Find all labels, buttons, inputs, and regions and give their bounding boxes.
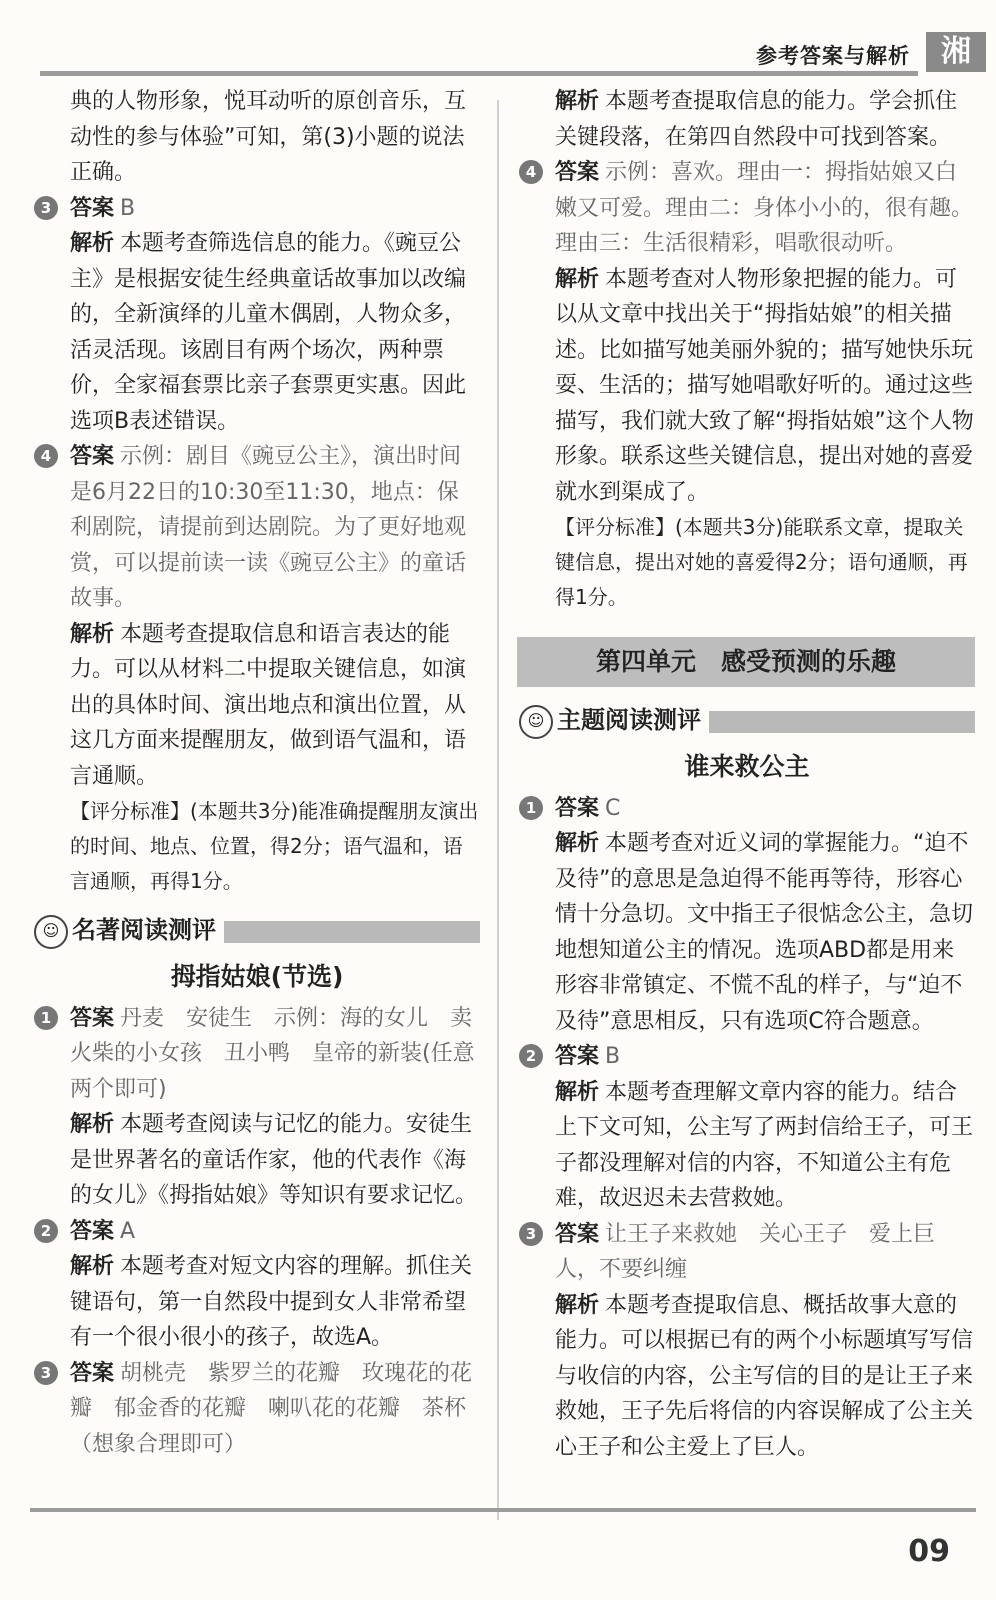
- section-header: [519, 701, 975, 741]
- section-bar: [224, 921, 480, 943]
- question-1: [525, 791, 975, 1040]
- continued-analysis: 典的人物形象，悦耳动听的原创音乐，互动性的参与体验”可知，第(3)小题的说法正确。: [70, 89, 467, 185]
- analysis-text: 本题考查对近义词的掌握能力。“迫不及待”的意思是急迫得不能再等待，形容心情十分急切。文中指王子很惦念公主，急切地想知道公主的情况。选项ABD都是用来形容非常镇定、不慌不乱的样子，与“迫不及待”意思相反，只有选项C符合题意。: [555, 831, 974, 1034]
- answer-text: 丹麦 安徒生 示例：海的女儿 卖火柴的小女孩 丑小鸭 皇帝的新装(任意两个即可): [70, 1005, 475, 1102]
- question-4: [40, 439, 480, 899]
- answer-text: 示例：剧目《豌豆公主》，演出时间是6月22日的10:30至11:30，地点：保利剧院，请提前到达剧院。为了更好地观赏，可以提前读一读《豌豆公主》的童话故事。: [70, 444, 467, 611]
- analysis-label: 解析: [555, 89, 600, 114]
- header-rule: [40, 71, 918, 76]
- analysis-label: 解析: [555, 831, 600, 856]
- question-number: 1: [519, 796, 543, 820]
- answer-text: B: [120, 195, 136, 221]
- right-column: [525, 84, 975, 1465]
- question-3b: [40, 1356, 480, 1463]
- answer-text: 胡桃壳 紫罗兰的花瓣 玫瑰花的花瓣 郁金香的花瓣 喇叭花的花瓣 茶杯（想象合理即可）: [70, 1360, 473, 1457]
- analysis-label: 解析: [70, 1112, 115, 1137]
- question-number: 2: [34, 1219, 58, 1243]
- question-2: [40, 1214, 480, 1356]
- question-1: [40, 1001, 480, 1214]
- story-title: 拇指姑娘(节选): [170, 962, 344, 991]
- answer-label: 答案: [555, 1221, 600, 1247]
- analysis-text: 本题考查阅读与记忆的能力。安徒生是世界著名的童话作家，他的代表作《海的女儿》《拇指姑娘》等知识有要求记忆。: [70, 1112, 478, 1208]
- answer-label: 答案: [555, 795, 600, 821]
- story-title: 谁来救公主: [684, 752, 810, 781]
- subject-badge: 湘: [926, 32, 986, 72]
- question-number: 4: [34, 444, 58, 468]
- answer-text: 示例：喜欢。理由一：拇指姑娘又白嫩又可爱。理由二：身体小小的，很有趣。理由三：生活很精彩，唱歌很动听。: [555, 160, 974, 256]
- analysis-label: 解析: [70, 231, 115, 256]
- answer-label: 答案: [70, 195, 115, 221]
- column-divider: [497, 100, 499, 1520]
- unit-banner: 第四单元 感受预测的乐趣: [517, 637, 975, 687]
- reader-icon: ☺: [34, 915, 68, 949]
- analysis-label: 解析: [70, 1254, 115, 1279]
- section-bar: [709, 711, 975, 733]
- analysis-text: 本题考查提取信息的能力。学会抓住关键段落，在第四自然段中可找到答案。: [555, 89, 958, 150]
- question-number: 2: [519, 1044, 543, 1068]
- section-header: [34, 911, 480, 951]
- analysis-label: 解析: [555, 1292, 600, 1318]
- answer-text: C: [605, 795, 621, 821]
- answer-text: B: [605, 1044, 621, 1069]
- analysis-label: 解析: [555, 1079, 600, 1105]
- analysis-label: 解析: [70, 621, 115, 647]
- running-header-title: 参考答案与解析: [756, 44, 910, 68]
- analysis-text: 本题考查筛选信息的能力。《豌豆公主》是根据安徒生经典童话故事加以改编的，全新演绎的儿童木偶剧，人物众多，活灵活现。该剧目有两个场次，两种票价，全家福套票比亲子套票更实惠。因此选项B表述错误。: [70, 231, 467, 434]
- question-2: [525, 1039, 975, 1217]
- analysis-text: 本题考查对人物形象把握的能力。可以从文章中找出关于“拇指姑娘”的相关描述。比如描写她美丽外貌的；描写她快乐玩耍、生活的；描写她唱歌好听的。通过这些描写，我们就大致了解“拇指姑娘”这个人物形象。联系这些关键信息，提出对她的喜爱就水到渠成了。: [555, 266, 974, 505]
- question-3: [40, 191, 480, 440]
- answer-label: 答案: [70, 1360, 115, 1386]
- question-number: 3: [34, 1361, 58, 1385]
- left-column: [40, 84, 480, 1462]
- question-number: 4: [519, 160, 543, 184]
- answer-text: A: [120, 1218, 136, 1244]
- question-4: [525, 155, 975, 615]
- question-number: 1: [34, 1006, 58, 1030]
- scoring-criteria: 【评分标准】(本题共3分)能准确提醒朋友演出的时间、地点、位置，得2分；语气温和，语言通顺，再得1分。: [70, 799, 479, 893]
- answer-text: 让王子来救她 关心王子 爱上巨人，不要纠缠: [555, 1221, 936, 1282]
- analysis-text: 本题考查理解文章内容的能力。结合上下文可知，公主写了两封信给王子，可王子都没理解对信的内容，不知道公主有危难，故迟迟未去营救她。: [555, 1079, 974, 1211]
- reader-icon: ☺: [519, 705, 553, 739]
- page-number: 09: [908, 1534, 950, 1569]
- analysis-text: 本题考查对短文内容的理解。抓住关键语句，第一自然段中提到女人非常希望有一个很小很小的孩子，故选A。: [70, 1254, 473, 1350]
- section-title: 主题阅读测评: [557, 706, 701, 734]
- answer-label: 答案: [70, 444, 115, 469]
- question-3: [525, 1217, 975, 1466]
- question-number: 3: [34, 196, 58, 220]
- analysis-text: 本题考查提取信息、概括故事大意的能力。可以根据已有的两个小标题填写写信与收信的内容，公主写信的目的是让王子来救她，王子先后将信的内容误解成了公主关心王子和公主爱上了巨人。: [555, 1292, 974, 1460]
- answer-label: 答案: [555, 160, 600, 185]
- analysis-text: 本题考查提取信息和语言表达的能力。可以从材料二中提取关键信息，如演出的具体时间、演出地点和演出位置，从这几方面来提醒朋友，做到语气温和，语言通顺。: [70, 621, 467, 789]
- analysis-label: 解析: [555, 266, 600, 292]
- answer-label: 答案: [555, 1044, 600, 1069]
- footer-rule: [30, 1508, 976, 1512]
- section-title: 名著阅读测评: [72, 916, 216, 944]
- answer-label: 答案: [70, 1005, 115, 1031]
- question-number: 3: [519, 1222, 543, 1246]
- scoring-criteria: 【评分标准】(本题共3分)能联系文章，提取关键信息，提出对她的喜爱得2分；语句通顺，再得1分。: [555, 515, 968, 609]
- answer-label: 答案: [70, 1218, 115, 1244]
